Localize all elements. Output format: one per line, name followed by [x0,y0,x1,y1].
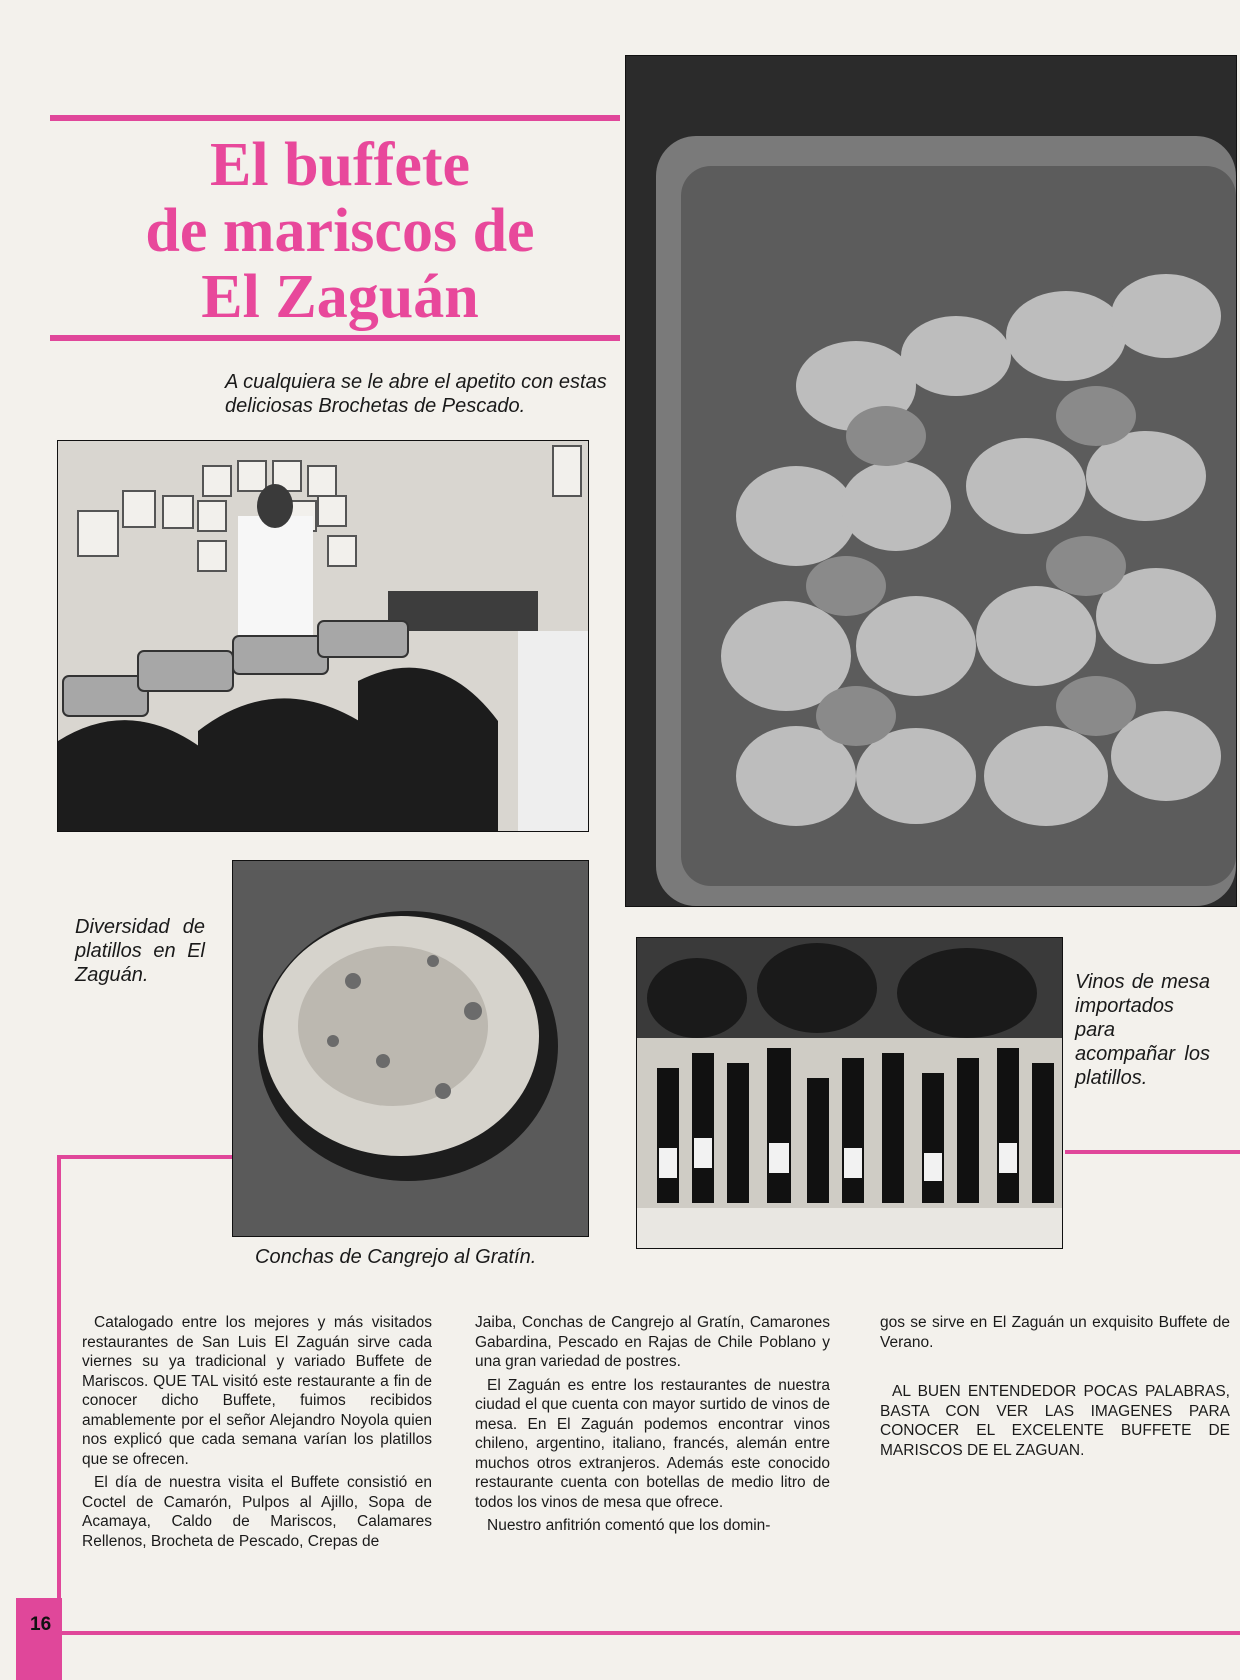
paragraph-uppercase: AL BUEN ENTENDEDOR POCAS PALABRAS, BASTA CON VER LAS IMAGENES PARA CONOCER EL EXCELENTE BUFFETE DE MARISCOS DE EL ZAGUAN. [880,1383,1230,1459]
article-column-2 [475,1313,830,1540]
paragraph: El Zaguán es entre los restaurantes de nuestra ciudad el que cuenta con mayor surtido de vinos de mesa. En El Zaguán podemos encontrar vinos chileno, argentino, italiano, francés, alemán entre muchos otros extranjeros. Además este conocido restaurante cuenta con botellas de medio litro de todos los vinos de mesa que ofrece. [475,1376,830,1511]
frame-left [57,1155,61,1635]
photo-buffet-waiter [57,440,589,832]
page-number-tab [16,1598,62,1680]
paragraph: gos se sirve en El Zaguán un exquisito Buffete de Verano. [880,1314,1230,1351]
photo-conchas [232,860,589,1237]
title-line-3: El Zaguán [201,263,479,331]
frame-top-right [1065,1150,1240,1154]
caption-brochetas: A cualquiera se le abre el apetito con estas deliciosas Brochetas de Pescado. [225,371,607,417]
frame-bottom [57,1631,1240,1635]
article-column-1 [82,1313,432,1555]
title-bottom-rule [50,335,620,341]
caption-vinos: Vinos de mesa importados para acompañar los platillos. [1075,971,1210,1089]
article-title [55,132,625,330]
title-top-rule [50,115,620,121]
paragraph: El día de nuestra visita el Buffete consistió en Coctel de Camarón, Pulpos al Ajillo, Sopa de Acamaya, Caldo de Mariscos, Calamares Rellenos, Brocheta de Pescado, Crepas de [82,1474,432,1550]
frame-top-left [57,1155,232,1159]
photo-brochetas [625,55,1237,907]
paragraph: Catalogado entre los mejores y más visitados restaurantes de San Luis El Zaguán sirve cada viernes su ya tradicional y variado Buffete de Mariscos. QUE TAL visitó este restaurante a fin de conocer dicho Buffete, fuimos recibidos amablemente por el señor Alejandro Noyola quien nos explicó que cada semana varían los platillos que se ofrecen. [82,1314,432,1468]
page-number: 16 [30,1614,52,1635]
title-line-2: de mariscos de [145,197,535,265]
caption-diversidad: Diversidad de platillos en El Zaguán. [75,916,205,986]
article-column-3 [880,1313,1230,1464]
paragraph: Jaiba, Conchas de Cangrejo al Gratín, Camarones Gabardina, Pescado en Rajas de Chile Poblano y una gran variedad de postres. [475,1314,830,1370]
paragraph: Nuestro anfitrión comentó que los domin- [487,1517,771,1534]
title-line-1: El buffete [209,131,471,199]
photo-vinos [636,937,1063,1249]
caption-conchas: Conchas de Cangrejo al Gratín. [255,1246,537,1268]
